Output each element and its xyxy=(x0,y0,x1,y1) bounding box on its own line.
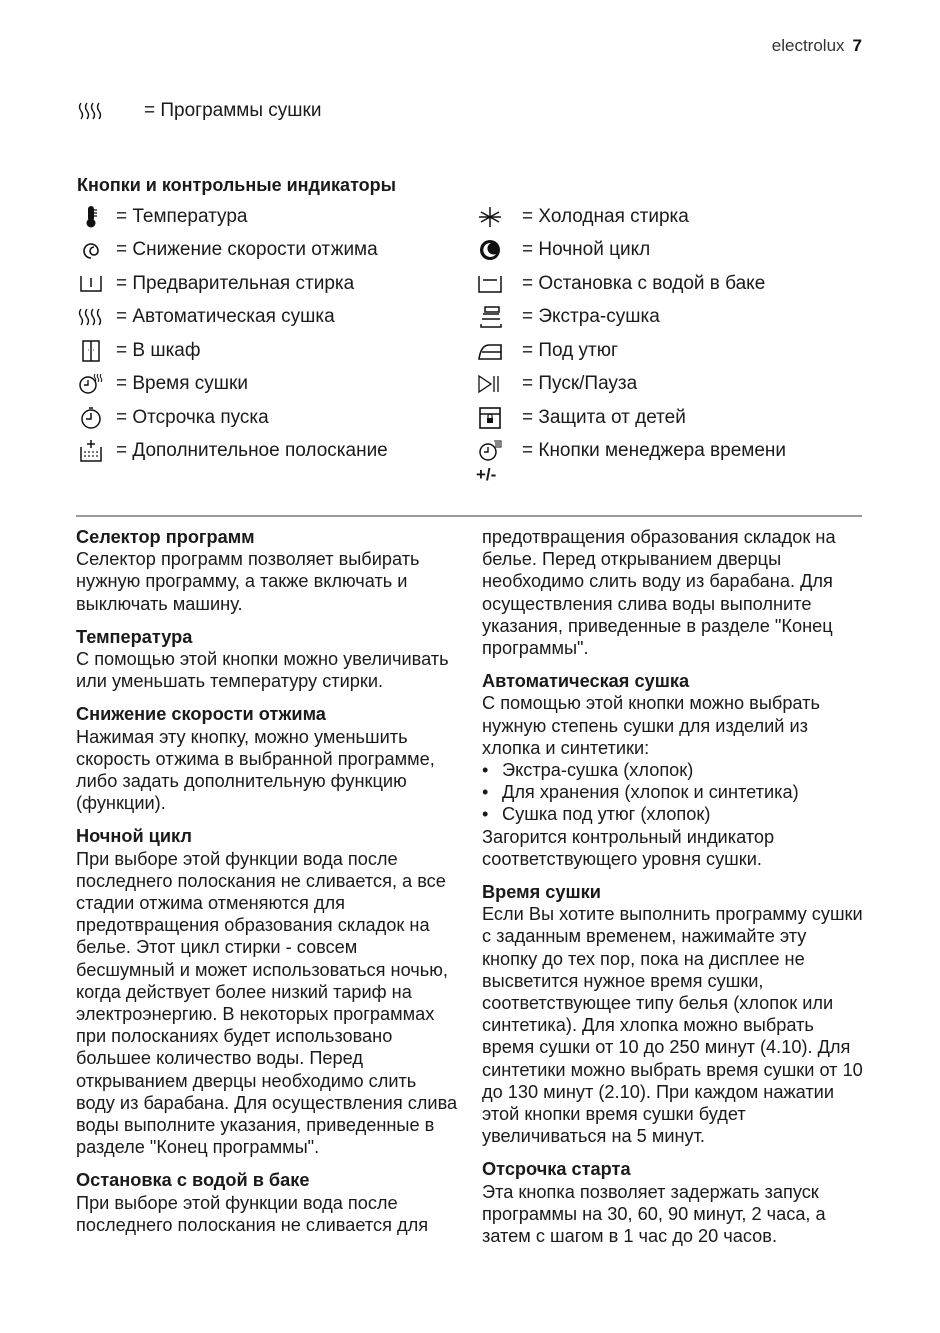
legend-text: = Остановка с водой в баке xyxy=(522,272,766,294)
drying-programs-text: = Программы сушки xyxy=(144,100,322,121)
legend-text: = Температура xyxy=(116,205,248,227)
legend-text: = Снижение скорости отжима xyxy=(116,239,378,261)
legend-item-extra-dry xyxy=(473,301,786,335)
section-divider xyxy=(76,515,862,517)
child-lock-icon xyxy=(473,406,507,430)
drying-programs-icon xyxy=(78,99,106,123)
section-title-rinse-hold: Остановка с водой в баке xyxy=(76,1170,310,1191)
legend-item-temperature xyxy=(76,200,388,234)
list-item: • Экстра-сушка (хлопок) xyxy=(482,759,866,781)
legend-item-spin-reduction xyxy=(76,234,388,268)
legend-text: = Экстра-сушка xyxy=(522,306,660,328)
rinse-hold-icon xyxy=(473,272,507,296)
legend-text: = В шкаф xyxy=(116,339,201,361)
legend-text: = Защита от детей xyxy=(522,406,686,428)
legend-left-column xyxy=(76,200,388,468)
legend-text: = Автоматическая сушка xyxy=(116,306,335,328)
section-title-spin-reduction: Снижение скорости отжима xyxy=(76,704,326,725)
legend-item-auto-dry xyxy=(76,301,388,335)
prewash-icon xyxy=(76,272,106,296)
dry-time-icon xyxy=(76,372,106,396)
section-text-rinse-hold: При выборе этой функции вода после последнего полоскания не сливается для xyxy=(76,1192,429,1235)
right-text-column xyxy=(482,526,866,1258)
extra-rinse-icon xyxy=(76,439,106,463)
section-text-spin-reduction: Нажимая эту кнопку, можно уменьшить скорость отжима в выбранной программе, либо задать дополнительную функцию (функции). xyxy=(76,726,435,814)
legend-item-dry-time xyxy=(76,368,388,402)
cupboard-icon xyxy=(76,339,106,363)
section-text-temperature: С помощью этой кнопки можно увеличивать или уменьшать температуру стирки. xyxy=(76,649,449,692)
legend-text: = Отсрочка пуска xyxy=(116,406,269,428)
section-text-auto-dry: С помощью этой кнопки можно выбрать нужную степень сушки для изделий из хлопка и синтетики: xyxy=(482,693,820,758)
section-title-temperature: Температура xyxy=(76,626,193,647)
section-title-auto-dry: Автоматическая сушка xyxy=(482,671,690,692)
section-title-delay-start: Отсрочка старта xyxy=(482,1159,631,1180)
legend-item-cold-wash xyxy=(473,200,786,234)
brand-name: electrolux xyxy=(771,36,845,55)
list-item: • Сушка под утюг (хлопок) xyxy=(482,803,866,825)
section-text-auto-dry-after: Загорится контрольный индикатор соответствующего уровня сушки. xyxy=(482,826,775,869)
legend-item-night-cycle xyxy=(473,234,786,268)
legend-item-delay-start xyxy=(76,401,388,435)
legend-right-column xyxy=(473,200,786,468)
section-text-program-selector: Селектор программ позволяет выбирать нужную программу, а также включать и выключать машину. xyxy=(76,549,420,614)
legend-text: = Кнопки менеджера времени xyxy=(522,440,787,462)
time-manager-plus-minus: +/- xyxy=(476,465,497,484)
legend-item-extra-rinse xyxy=(76,435,388,469)
auto-dry-icon xyxy=(76,305,106,329)
legend-text: = Дополнительное полоскание xyxy=(116,440,388,462)
legend-item-start-pause xyxy=(473,368,786,402)
legend-text: = Под утюг xyxy=(522,339,618,361)
iron-icon xyxy=(473,339,507,363)
legend-text: = Холодная стирка xyxy=(522,205,689,227)
legend-text: = Ночной цикл xyxy=(522,239,651,261)
legend-item-iron xyxy=(473,334,786,368)
section-title-dry-time: Время сушки xyxy=(482,882,601,903)
section-text-night-cycle: При выборе этой функции вода после последнего полоскания не сливается, а все стадии отжима отменяются для предотвращения образования складок на белье. Этот цикл стирки - совсем бесшумный и может использоваться ночью, когда действует более низкий тариф на электроэнергию. В некоторых программах при полосканиях будет использовано большее количество воды. Перед открыванием дверцы необходимо слить воду из барабана. Для осуществления слива воды выполните указания, приведенные в разделе "Конец программы". xyxy=(76,848,458,1158)
legend-item-prewash xyxy=(76,267,388,301)
legend-item-time-manager xyxy=(473,435,786,469)
legend-item-cupboard xyxy=(76,334,388,368)
spin-reduction-icon xyxy=(76,238,106,262)
legend-title: Кнопки и контрольные индикаторы xyxy=(77,175,397,195)
thermometer-icon xyxy=(76,205,106,229)
dry-level-list xyxy=(482,759,866,826)
section-body-auto-dry xyxy=(482,692,866,870)
section-text-rinse-hold-continued: предотвращения образования складок на белье. Перед открыванием дверцы необходимо слить воду из барабана. Для осуществления слива воды выполните указания, приведенные в разделе "Конец программы". xyxy=(482,527,836,659)
legend-item-child-lock xyxy=(473,401,786,435)
left-text-column xyxy=(76,526,460,1247)
delay-start-icon xyxy=(76,406,106,430)
legend-text: = Пуск/Пауза xyxy=(522,373,638,395)
list-item: • Для хранения (хлопок и синтетика) xyxy=(482,781,866,803)
start-pause-icon xyxy=(473,372,507,396)
page-header xyxy=(772,36,862,56)
section-title-night-cycle: Ночной цикл xyxy=(76,826,192,847)
time-manager-icon xyxy=(473,439,507,463)
section-text-delay-start: Эта кнопка позволяет задержать запуск программы на 30, 60, 90 минут, 2 часа, а затем с шагом в 1 час до 20 часов. xyxy=(482,1181,826,1247)
section-title-program-selector: Селектор программ xyxy=(76,527,255,547)
legend-text: = Время сушки xyxy=(116,373,248,395)
night-cycle-icon xyxy=(473,238,507,262)
page-number: 7 xyxy=(852,36,862,55)
legend-item-rinse-hold xyxy=(473,267,786,301)
drying-programs-line xyxy=(78,99,321,123)
section-text-dry-time: Если Вы хотите выполнить программу сушки с заданным временем, нажимайте эту кнопку до тех пор, пока на дисплее не высветится нужное время сушки, соответствующее типу белья (хлопок или синтетика). Для хлопка можно выбрать время сушки от 10 до 250 минут (4.10). Для синтетики можно выбрать время сушки от 10 до 130 минут (2.10). При каждом нажатии этой кнопки время сушки будет увеличиваться на 5 минут. xyxy=(482,904,863,1147)
legend-text: = Предварительная стирка xyxy=(116,272,355,294)
cold-wash-icon xyxy=(473,205,507,229)
extra-dry-icon xyxy=(473,305,507,329)
